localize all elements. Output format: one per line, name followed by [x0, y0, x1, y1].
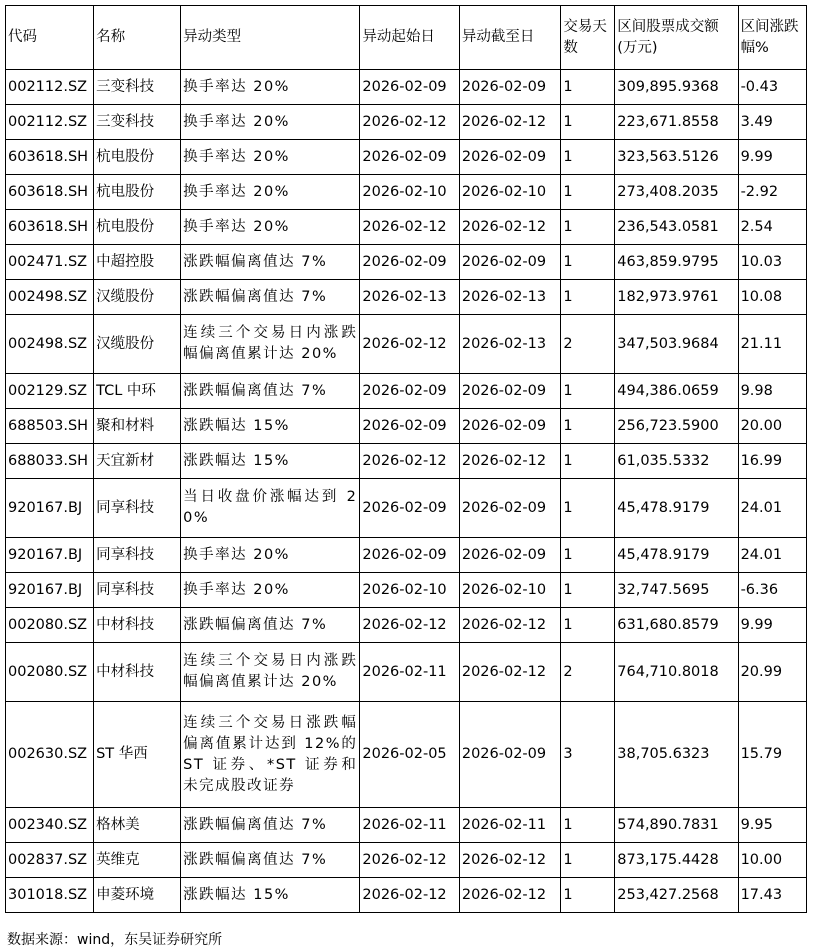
table-row [6, 280, 807, 315]
cell-turnover: 494,386.0659 [615, 374, 738, 409]
source-note: 数据来源：wind，东吴证券研究所 [7, 932, 223, 948]
cell-type: 涨跌幅偏离值达 7% [181, 280, 360, 315]
cell-name: 中超控股 [94, 245, 181, 280]
cell-name: 杭电股份 [94, 210, 181, 245]
cell-name: 聚和材料 [94, 409, 181, 444]
cell-start-date: 2026-02-11 [360, 808, 459, 843]
cell-end-date: 2026-02-09 [459, 245, 561, 280]
cell-code: 603618.SH [6, 175, 94, 210]
cell-type: 涨跌幅偏离值达 7% [181, 808, 360, 843]
cell-start-date: 2026-02-12 [360, 210, 459, 245]
cell-trading-days: 1 [561, 210, 615, 245]
table-row [6, 245, 807, 280]
cell-start-date: 2026-02-09 [360, 374, 459, 409]
cell-turnover: 323,563.5126 [615, 140, 738, 175]
cell-name: 中材科技 [94, 643, 181, 702]
header-code: 代码 [6, 6, 94, 70]
cell-turnover: 631,680.8579 [615, 608, 738, 643]
cell-end-date: 2026-02-12 [459, 878, 561, 913]
header-name: 名称 [94, 6, 181, 70]
cell-name: 汉缆股份 [94, 280, 181, 315]
cell-name: 汉缆股份 [94, 315, 181, 374]
cell-end-date: 2026-02-10 [459, 573, 561, 608]
cell-trading-days: 1 [561, 374, 615, 409]
header-end-date: 异动截至日 [459, 6, 561, 70]
cell-change-pct: 10.08 [738, 280, 806, 315]
cell-trading-days: 1 [561, 573, 615, 608]
cell-change-pct: 9.98 [738, 374, 806, 409]
cell-change-pct: 21.11 [738, 315, 806, 374]
cell-turnover: 347,503.9684 [615, 315, 738, 374]
cell-end-date: 2026-02-12 [459, 105, 561, 140]
cell-code: 603618.SH [6, 210, 94, 245]
cell-start-date: 2026-02-05 [360, 702, 459, 808]
cell-type: 涨跌幅达 15% [181, 444, 360, 479]
cell-type: 涨跌幅偏离值达 7% [181, 374, 360, 409]
cell-code: 920167.BJ [6, 573, 94, 608]
cell-type: 涨跌幅达 15% [181, 878, 360, 913]
table-row [6, 608, 807, 643]
table-row [6, 374, 807, 409]
cell-start-date: 2026-02-12 [360, 608, 459, 643]
cell-name: 申菱环境 [94, 878, 181, 913]
table-row [6, 702, 807, 808]
cell-trading-days: 3 [561, 702, 615, 808]
header-start-date: 异动起始日 [360, 6, 459, 70]
cell-name: 同享科技 [94, 479, 181, 538]
cell-end-date: 2026-02-09 [459, 479, 561, 538]
cell-name: 同享科技 [94, 573, 181, 608]
cell-start-date: 2026-02-12 [360, 315, 459, 374]
cell-code: 002112.SZ [6, 70, 94, 105]
table-row [6, 140, 807, 175]
cell-turnover: 463,859.9795 [615, 245, 738, 280]
cell-change-pct: -0.43 [738, 70, 806, 105]
cell-trading-days: 1 [561, 280, 615, 315]
cell-code: 002129.SZ [6, 374, 94, 409]
cell-code: 301018.SZ [6, 878, 94, 913]
header-turnover: 区间股票成交额(万元) [615, 6, 738, 70]
cell-code: 002080.SZ [6, 608, 94, 643]
cell-start-date: 2026-02-11 [360, 643, 459, 702]
cell-name: 杭电股份 [94, 140, 181, 175]
cell-turnover: 32,747.5695 [615, 573, 738, 608]
cell-code: 002112.SZ [6, 105, 94, 140]
cell-start-date: 2026-02-12 [360, 878, 459, 913]
cell-trading-days: 1 [561, 843, 615, 878]
cell-trading-days: 1 [561, 105, 615, 140]
cell-trading-days: 2 [561, 315, 615, 374]
cell-code: 002471.SZ [6, 245, 94, 280]
cell-type: 换手率达 20% [181, 538, 360, 573]
cell-end-date: 2026-02-12 [459, 843, 561, 878]
cell-change-pct: 9.99 [738, 140, 806, 175]
cell-end-date: 2026-02-09 [459, 409, 561, 444]
cell-code: 688503.SH [6, 409, 94, 444]
cell-change-pct: 15.79 [738, 702, 806, 808]
cell-start-date: 2026-02-12 [360, 105, 459, 140]
cell-change-pct: 9.99 [738, 608, 806, 643]
cell-start-date: 2026-02-09 [360, 70, 459, 105]
cell-change-pct: 20.00 [738, 409, 806, 444]
table-row [6, 878, 807, 913]
cell-code: 920167.BJ [6, 538, 94, 573]
table-row [6, 538, 807, 573]
cell-code: 002080.SZ [6, 643, 94, 702]
cell-code: 002498.SZ [6, 315, 94, 374]
cell-end-date: 2026-02-13 [459, 280, 561, 315]
table-body [6, 70, 807, 913]
cell-type: 换手率达 20% [181, 573, 360, 608]
cell-type: 涨跌幅偏离值达 7% [181, 608, 360, 643]
cell-type: 连续三个交易日内涨跌幅偏离值累计达 20% [181, 315, 360, 374]
cell-start-date: 2026-02-10 [360, 175, 459, 210]
cell-turnover: 764,710.8018 [615, 643, 738, 702]
cell-start-date: 2026-02-09 [360, 140, 459, 175]
cell-change-pct: 17.43 [738, 878, 806, 913]
cell-turnover: 309,895.9368 [615, 70, 738, 105]
table-row [6, 315, 807, 374]
cell-change-pct: 16.99 [738, 444, 806, 479]
cell-end-date: 2026-02-09 [459, 538, 561, 573]
cell-type: 涨跌幅达 15% [181, 409, 360, 444]
cell-start-date: 2026-02-10 [360, 573, 459, 608]
table-row [6, 573, 807, 608]
cell-trading-days: 1 [561, 808, 615, 843]
cell-name: 英维克 [94, 843, 181, 878]
cell-type: 换手率达 20% [181, 175, 360, 210]
table-row [6, 175, 807, 210]
cell-type: 涨跌幅偏离值达 7% [181, 245, 360, 280]
cell-turnover: 38,705.6323 [615, 702, 738, 808]
cell-turnover: 236,543.0581 [615, 210, 738, 245]
cell-turnover: 253,427.2568 [615, 878, 738, 913]
cell-change-pct: 10.00 [738, 843, 806, 878]
cell-turnover: 45,478.9179 [615, 479, 738, 538]
cell-turnover: 256,723.5900 [615, 409, 738, 444]
cell-trading-days: 1 [561, 409, 615, 444]
cell-end-date: 2026-02-12 [459, 210, 561, 245]
cell-trading-days: 1 [561, 878, 615, 913]
cell-end-date: 2026-02-09 [459, 140, 561, 175]
cell-change-pct: 24.01 [738, 479, 806, 538]
header-trading-days: 交易天数 [561, 6, 615, 70]
cell-type: 连续三个交易日内涨跌幅偏离值累计达 20% [181, 643, 360, 702]
cell-start-date: 2026-02-12 [360, 444, 459, 479]
cell-type: 换手率达 20% [181, 210, 360, 245]
cell-end-date: 2026-02-09 [459, 70, 561, 105]
cell-end-date: 2026-02-12 [459, 608, 561, 643]
cell-change-pct: 3.49 [738, 105, 806, 140]
cell-end-date: 2026-02-09 [459, 374, 561, 409]
cell-name: 格林美 [94, 808, 181, 843]
cell-code: 920167.BJ [6, 479, 94, 538]
table-row [6, 409, 807, 444]
table-header-row [6, 6, 807, 70]
cell-turnover: 182,973.9761 [615, 280, 738, 315]
table-row [6, 643, 807, 702]
cell-change-pct: 10.03 [738, 245, 806, 280]
cell-turnover: 273,408.2035 [615, 175, 738, 210]
cell-trading-days: 1 [561, 538, 615, 573]
cell-name: 天宜新材 [94, 444, 181, 479]
cell-trading-days: 1 [561, 245, 615, 280]
abnormal-trading-table [5, 5, 807, 913]
table-row [6, 105, 807, 140]
cell-start-date: 2026-02-09 [360, 409, 459, 444]
cell-end-date: 2026-02-10 [459, 175, 561, 210]
table-row [6, 210, 807, 245]
cell-type: 当日收盘价涨幅达到 20% [181, 479, 360, 538]
cell-change-pct: 20.99 [738, 643, 806, 702]
cell-change-pct: -6.36 [738, 573, 806, 608]
table-row [6, 70, 807, 105]
cell-end-date: 2026-02-11 [459, 808, 561, 843]
table-row [6, 843, 807, 878]
cell-type: 连续三个交易日涨跌幅偏离值累计达到 12%的 ST 证券、*ST 证券和未完成股改证券 [181, 702, 360, 808]
cell-type: 换手率达 20% [181, 140, 360, 175]
cell-name: TCL 中环 [94, 374, 181, 409]
cell-turnover: 45,478.9179 [615, 538, 738, 573]
cell-start-date: 2026-02-12 [360, 843, 459, 878]
cell-trading-days: 1 [561, 444, 615, 479]
cell-change-pct: 24.01 [738, 538, 806, 573]
cell-start-date: 2026-02-13 [360, 280, 459, 315]
cell-start-date: 2026-02-09 [360, 245, 459, 280]
cell-end-date: 2026-02-09 [459, 702, 561, 808]
cell-turnover: 61,035.5332 [615, 444, 738, 479]
cell-code: 002340.SZ [6, 808, 94, 843]
cell-trading-days: 2 [561, 643, 615, 702]
cell-code: 002498.SZ [6, 280, 94, 315]
cell-name: 同享科技 [94, 538, 181, 573]
cell-type: 涨跌幅偏离值达 7% [181, 843, 360, 878]
cell-end-date: 2026-02-12 [459, 444, 561, 479]
cell-end-date: 2026-02-13 [459, 315, 561, 374]
cell-code: 002630.SZ [6, 702, 94, 808]
table-row [6, 808, 807, 843]
cell-turnover: 223,671.8558 [615, 105, 738, 140]
cell-type: 换手率达 20% [181, 70, 360, 105]
header-type: 异动类型 [181, 6, 360, 70]
cell-code: 688033.SH [6, 444, 94, 479]
cell-start-date: 2026-02-09 [360, 479, 459, 538]
table-row [6, 444, 807, 479]
cell-trading-days: 1 [561, 175, 615, 210]
cell-change-pct: -2.92 [738, 175, 806, 210]
cell-change-pct: 9.95 [738, 808, 806, 843]
cell-end-date: 2026-02-12 [459, 643, 561, 702]
cell-name: 中材科技 [94, 608, 181, 643]
cell-start-date: 2026-02-09 [360, 538, 459, 573]
cell-code: 603618.SH [6, 140, 94, 175]
cell-trading-days: 1 [561, 140, 615, 175]
cell-name: 三变科技 [94, 70, 181, 105]
cell-type: 换手率达 20% [181, 105, 360, 140]
cell-trading-days: 1 [561, 479, 615, 538]
header-change-pct: 区间涨跌幅% [738, 6, 806, 70]
cell-name: 三变科技 [94, 105, 181, 140]
cell-code: 002837.SZ [6, 843, 94, 878]
cell-turnover: 574,890.7831 [615, 808, 738, 843]
cell-turnover: 873,175.4428 [615, 843, 738, 878]
cell-name: ST 华西 [94, 702, 181, 808]
table-row [6, 479, 807, 538]
cell-change-pct: 2.54 [738, 210, 806, 245]
cell-trading-days: 1 [561, 608, 615, 643]
cell-trading-days: 1 [561, 70, 615, 105]
cell-name: 杭电股份 [94, 175, 181, 210]
